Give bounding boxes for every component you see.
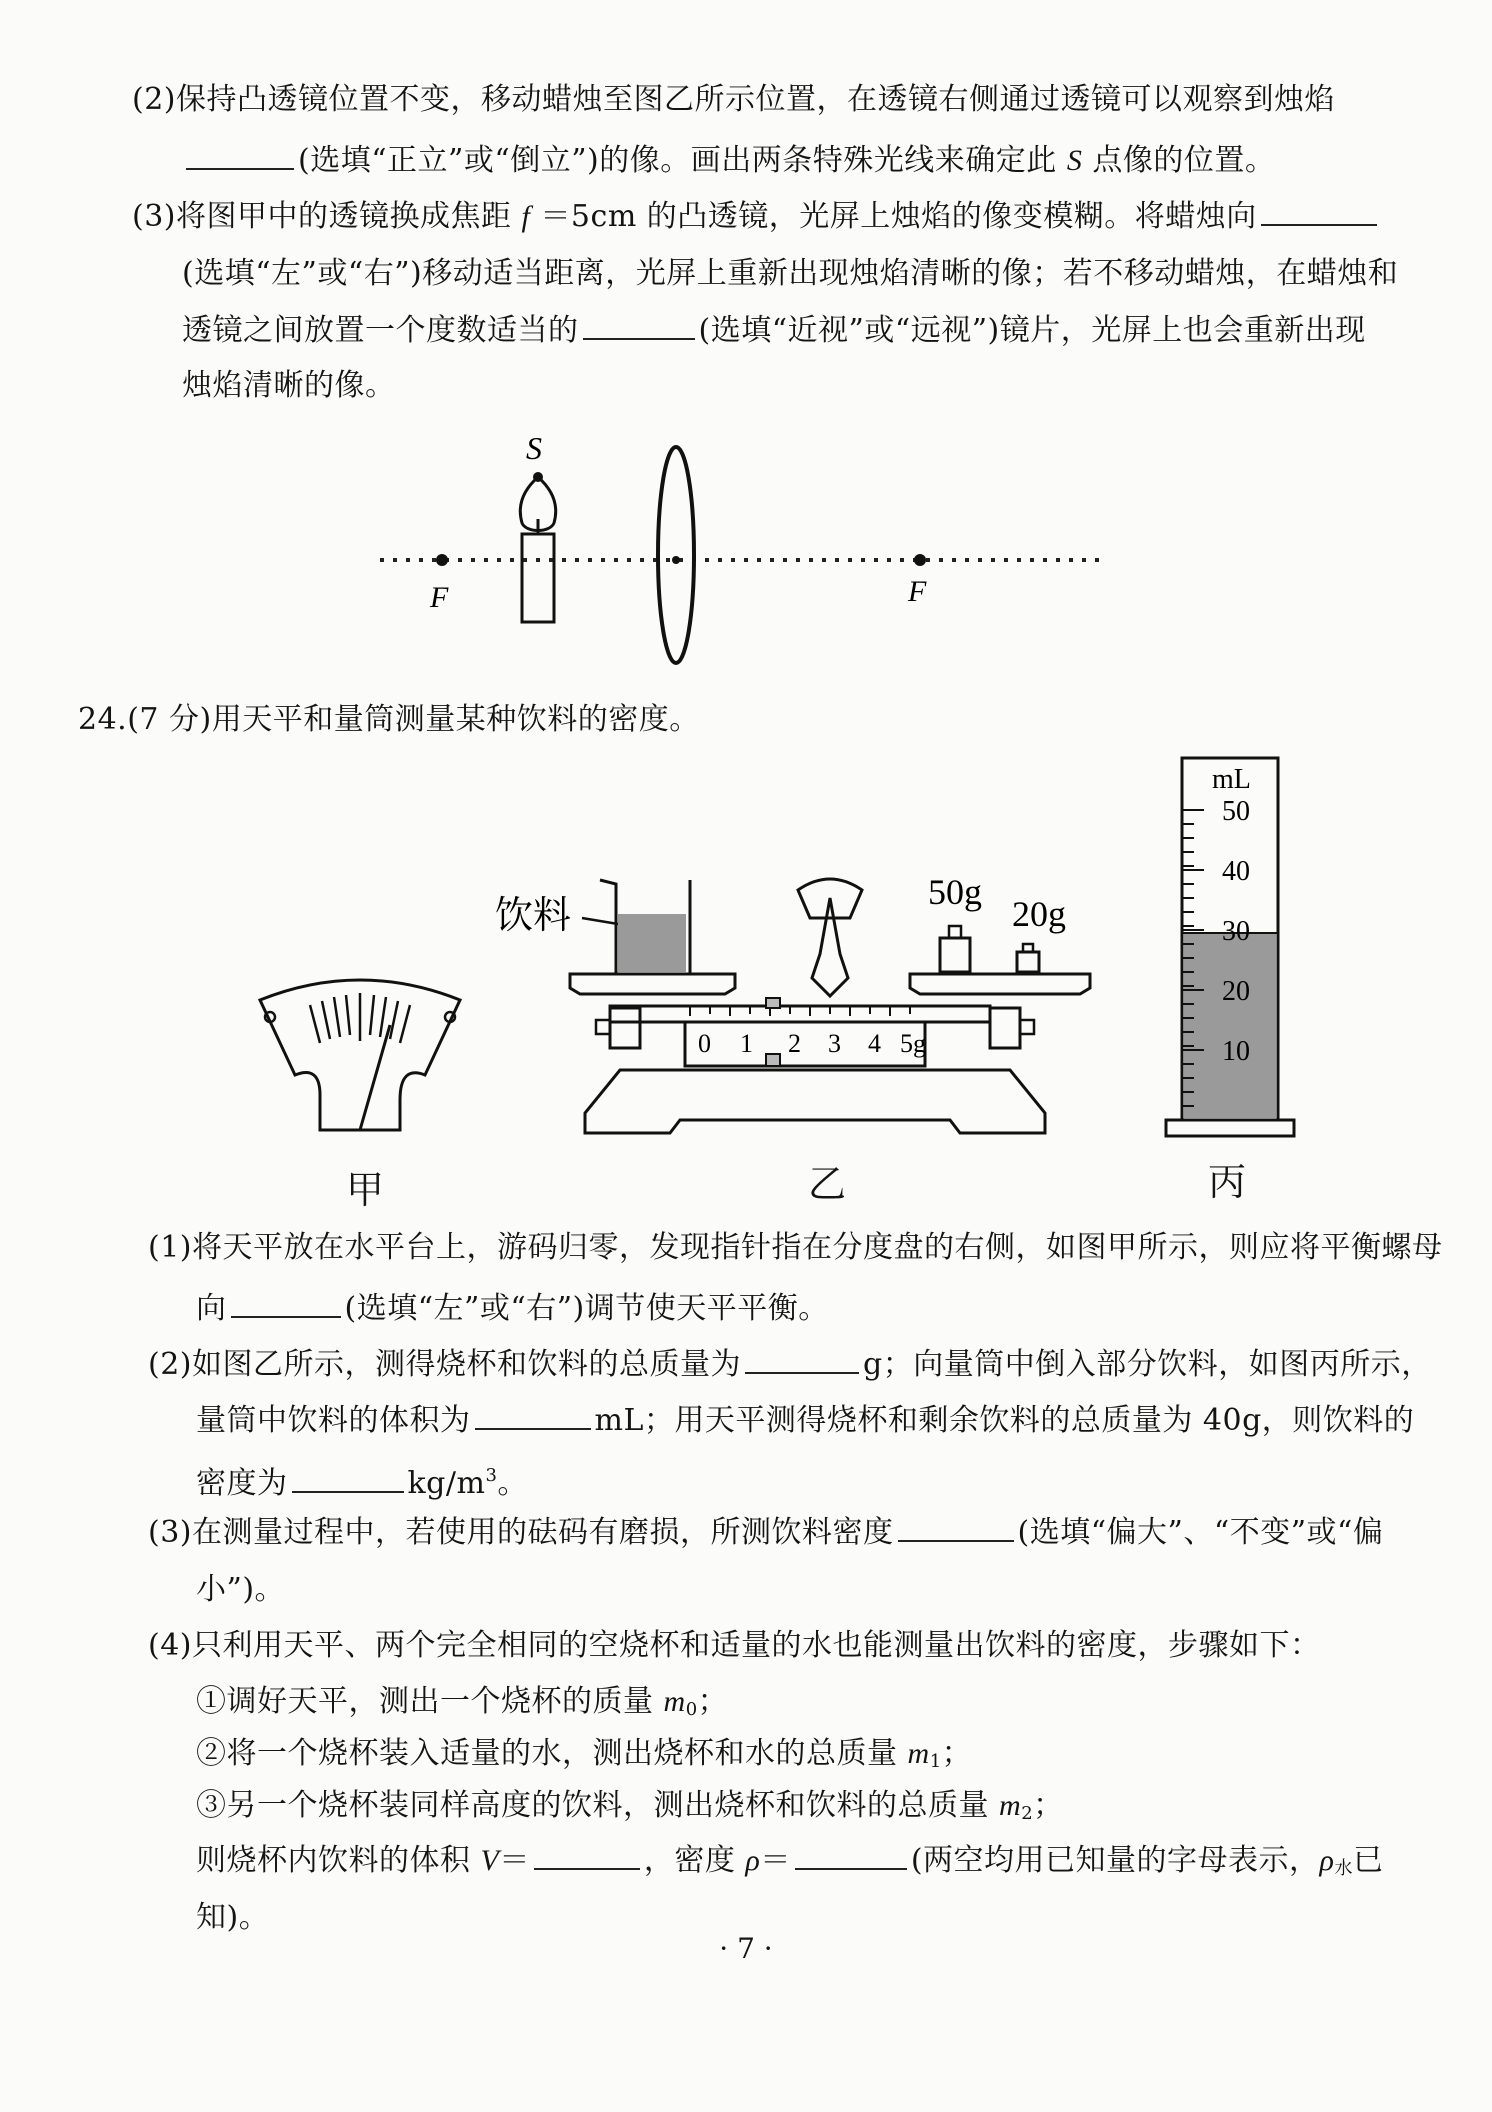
convex-lens [658,447,694,663]
balance-nut-right[interactable] [990,1008,1020,1048]
symbol-m2: m [999,1789,1022,1822]
symbol-m2-sub: 2 [1021,1803,1034,1824]
symbol-f: f [521,200,531,233]
weight-20g-label: 20g [1012,894,1066,934]
q24-part4-line1 [148,1626,1321,1666]
q23-part3-text5: (选填“近视”或“远视”)镜片，光屏上也会重新出现 [698,313,1366,348]
left-pan [570,974,735,994]
q24-part3-line2 [196,1570,285,1610]
q24-part2-text1: (2)如图乙所示，测得烧杯和饮料的总质量为 [148,1347,741,1382]
q24-last-line1 [196,1840,1383,1889]
q24-part2-text3: 量筒中饮料的体积为 [196,1403,471,1438]
scale-label-4: 4 [868,1029,881,1058]
answer-blank-7[interactable] [292,1463,404,1493]
q23-part2-text: (2)保持凸透镜位置不变，移动蜡烛至图乙所示位置，在透镜右侧通过透镜可以观察到烛焰 [132,82,1335,117]
q24-part1-line1 [148,1228,1443,1268]
weight-50g-knob [949,926,961,938]
q24-step1-end: ； [697,1684,729,1719]
q24-part3-text2: (选填“偏大”、“不变”或“偏 [1017,1515,1384,1550]
q24-part2-text6: kg/m [407,1466,486,1501]
cylinder-label-30: 30 [1222,916,1250,947]
balance-beam [610,1006,990,1022]
balance-pointer [812,898,848,996]
balance-nut-left[interactable] [610,1008,640,1048]
answer-blank-10[interactable] [795,1840,907,1870]
q24-part2-text5: 密度为 [196,1466,288,1501]
answer-blank-6[interactable] [475,1400,591,1430]
balance-base [585,1070,1045,1133]
q24-part1-text2: 向 [196,1291,227,1326]
lens-figure [370,425,1110,675]
symbol-rho-water-sub: 水 [1334,1858,1353,1879]
weight-20g-knob [1023,944,1033,952]
focus-right-label: F [908,575,927,608]
scale-label-1: 1 [740,1029,753,1058]
q24-part2-text2: g；向量筒中倒入部分饮料，如图丙所示， [863,1347,1432,1382]
answer-blank-4[interactable] [231,1288,341,1318]
q23-part3-line2 [182,254,1398,294]
fig-jia-dial [240,965,480,1145]
q24-part2-line1 [148,1344,1432,1385]
fig-bing-cylinder [1160,748,1310,1140]
scale-strip [685,1022,925,1066]
q24-part2-text4: mL；用天平测得烧杯和剩余饮料的总质量为 40g，则饮料的 [594,1403,1415,1438]
q23-part3-line3 [182,310,1366,351]
cylinder-label-10: 10 [1222,1036,1250,1067]
q24-title-text: 24.(7 分)用天平和量筒测量某种饮料的密度。 [78,702,700,737]
point-S-dot [533,472,543,482]
balance-nut-right-cap[interactable] [1020,1020,1034,1034]
point-S-label: S [526,430,542,466]
focus-left-label: F [430,581,449,614]
q23-part3-text3: (选填“左”或“右”)移动适当距离，光屏上重新出现烛焰清晰的像；若不移动蜡烛，在蜡烛和 [182,256,1399,291]
cylinder-label-50: 50 [1222,796,1250,827]
q24-last-text1: 则烧杯内饮料的体积 [196,1843,471,1878]
focus-left-dot [436,554,448,566]
q24-part4-text1: (4)只利用天平、两个完全相同的空烧杯和适量的水也能测量出饮料的密度，步骤如下： [148,1628,1321,1663]
weight-50g [940,938,970,972]
fig-yi-balance [490,858,1110,1148]
focus-right-dot [914,554,926,566]
q23-part3-text2: ＝5cm 的凸透镜，光屏上烛焰的像变模糊。将蜡烛向 [540,199,1257,234]
q24-step3-text: ③另一个烧杯装同样高度的饮料，测出烧杯和饮料的总质量 [196,1788,989,1823]
q23-part2-text3: 点像的位置。 [1092,143,1276,178]
q24-last-text3: (两空均用已知量的字母表示， [910,1843,1320,1878]
candle-body [522,534,554,622]
answer-blank-2[interactable] [1261,196,1377,226]
caption-yi: 乙 [808,1162,847,1206]
q24-last-eq1: ＝ [499,1843,530,1878]
q24-step2-end: ； [941,1736,973,1771]
symbol-m0: m [663,1685,686,1718]
q23-part2-line1 [132,80,1335,120]
page-number: · 7 · [719,1932,773,1965]
q23-part2-text2: (选填“正立”或“倒立”)的像。画出两条特殊光线来确定此 [298,143,1057,178]
q24-part1-text1: (1)将天平放在水平台上，游码归零，发现指针指在分度盘的右侧，如图甲所示，则应将平衡螺母 [148,1230,1443,1265]
cylinder-unit: mL [1212,764,1251,795]
q24-last-text4: 已 [1352,1843,1384,1878]
answer-blank-9[interactable] [534,1840,640,1870]
scale-label-0: 0 [698,1029,711,1058]
rider-bottom[interactable] [766,1054,780,1066]
dial-ticks [310,993,410,1043]
cylinder-label-40: 40 [1222,856,1250,887]
q24-step3 [196,1786,1064,1834]
symbol-rho-water: ρ [1319,1844,1335,1877]
q24-part3-text1: (3)在测量过程中，若使用的砝码有磨损，所测饮料密度 [148,1515,894,1550]
q24-part2-sup: 3 [485,1465,498,1486]
q24-last-eq2: ＝ [760,1843,791,1878]
scale-label-5g: 5g [900,1029,926,1058]
q24-title [78,700,700,740]
rider-top[interactable] [766,998,780,1008]
q24-part2-text7: 。 [497,1466,528,1501]
q24-step3-end: ； [1033,1788,1064,1823]
q24-step1-text: ①调好天平，测出一个烧杯的质量 [196,1684,654,1719]
symbol-m0-sub: 0 [685,1699,698,1720]
answer-blank-5[interactable] [745,1344,859,1374]
balance-nut-left-cap[interactable] [596,1020,610,1034]
q24-last-text2: ，密度 [643,1843,736,1878]
q24-part3-line1 [148,1512,1383,1553]
q24-last-text5: 知)。 [196,1900,270,1935]
q24-part3-text3: 小”)。 [196,1572,286,1607]
q24-step2-text: ②将一个烧杯装入适量的水，测出烧杯和水的总质量 [196,1736,898,1771]
weight-20g [1017,952,1039,972]
q24-part2-line3 [196,1456,528,1504]
scale-label-2: 2 [788,1029,801,1058]
weight-50g-label: 50g [928,872,982,912]
q24-step1 [196,1682,728,1730]
q23-part3-line4 [182,366,396,406]
q23-part3-line1 [132,196,1381,237]
q24-part1-text3: (选填“左”或“右”)调节使天平平衡。 [344,1291,829,1326]
answer-blank-3[interactable] [583,310,695,340]
cylinder-label-20: 20 [1222,976,1250,1007]
lens-center-dot [672,556,680,564]
beaker-label: 饮料 [495,895,572,937]
q24-step2 [196,1734,972,1782]
beaker-liquid [618,914,686,972]
scale-label-3: 3 [828,1029,841,1058]
symbol-S: S [1066,144,1083,177]
symbol-m1: m [907,1737,930,1770]
cylinder-base [1166,1120,1294,1136]
right-pan [910,974,1090,994]
symbol-V: V [480,1844,500,1877]
symbol-rho: ρ [745,1844,761,1877]
cylinder-liquid [1184,933,1276,1118]
symbol-m1-sub: 1 [929,1751,942,1772]
q23-part3-text4: 透镜之间放置一个度数适当的 [182,313,579,348]
dial-pointer [360,1025,390,1130]
q23-part3-text1: (3)将图甲中的透镜换成焦距 [132,199,512,234]
q23-part2-line2 [182,140,1275,181]
answer-blank-8[interactable] [898,1512,1014,1542]
caption-bing: 丙 [1208,1160,1247,1204]
q24-part1-line2 [196,1288,829,1329]
q24-part2-line2 [196,1400,1414,1441]
answer-blank-1[interactable] [186,140,294,170]
q23-part3-text6: 烛焰清晰的像。 [182,368,396,403]
beaker-label-pointer [582,918,618,924]
caption-jia: 甲 [346,1168,385,1212]
